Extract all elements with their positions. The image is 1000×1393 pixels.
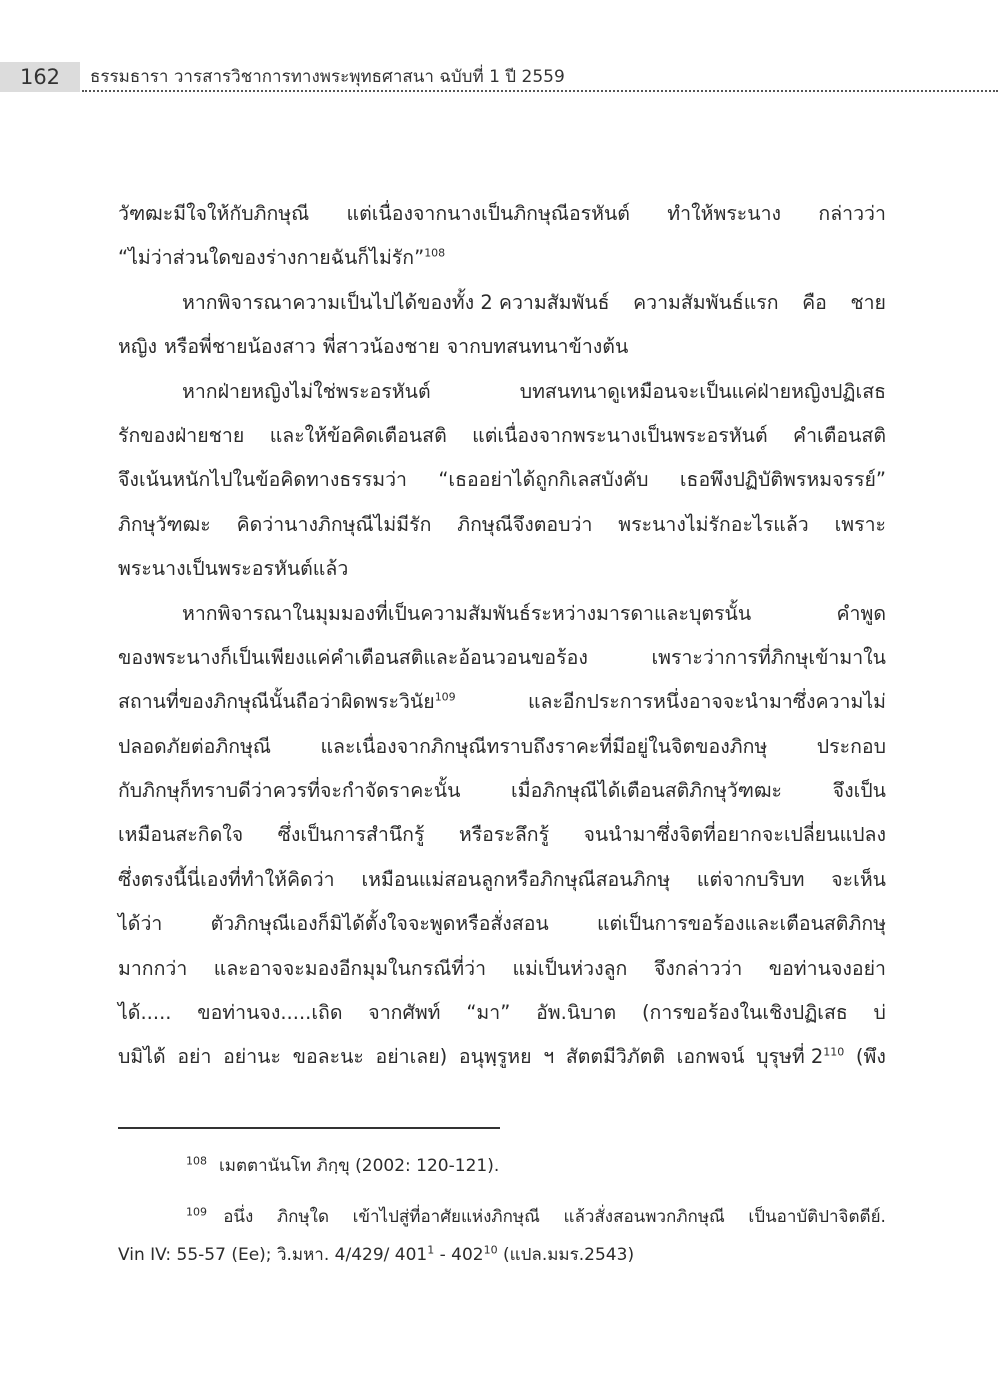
word: อย่า: [177, 1045, 212, 1069]
word: (พึง: [855, 1045, 886, 1069]
word-with-ref: [756, 1035, 844, 1079]
page-number: 162: [0, 62, 80, 92]
word: และอาจจะมองอีกมุมในกรณีที่ว่า: [213, 956, 487, 980]
word: เพราะว่าการที่ภิกษุเข้ามาใน: [651, 645, 886, 669]
word: หญิง: [118, 335, 157, 359]
word: จากศัพท์: [368, 1001, 441, 1025]
word: แล้วสั่งสอนพวกภิกษุณี: [563, 1207, 725, 1227]
word: เมื่อภิกษุณีได้เตือนสติภิกษุวัฑฒะ: [511, 779, 783, 803]
word: อย่าเลย): [375, 1045, 448, 1069]
word: ขอท่านจง.....เถิด: [197, 1001, 343, 1025]
word: จนนำมาซึ่งจิตที่อยากจะเปลี่ยนแปลง: [583, 823, 886, 847]
word: จึงเป็น: [832, 779, 886, 803]
text-line: [118, 192, 886, 236]
word: (การขอร้องในเชิงปฏิเสธ: [641, 1001, 848, 1025]
word: เธอพึงปฏิบัติพรหมจรรย์”: [679, 468, 886, 492]
footnote-ref-108: 108: [424, 246, 446, 260]
word: คือ: [802, 290, 827, 314]
text-line: [118, 503, 886, 547]
word: จากบทสนทนาข้างต้น: [446, 335, 629, 359]
footnotes: [118, 1148, 886, 1274]
word: อนุพฺรูหย: [458, 1045, 532, 1069]
footnote-separator: [118, 1127, 500, 1129]
citation-part: - 402: [434, 1245, 484, 1265]
footnote-ref-109: 109: [434, 690, 456, 704]
text-line: [118, 813, 886, 857]
text-line: [118, 858, 886, 902]
text-line: [118, 991, 886, 1035]
word: หรือพี่ชายน้องสาว: [164, 335, 316, 359]
word: พี่สาวน้องชาย: [322, 335, 440, 359]
word: ขอท่านจงอย่า: [768, 956, 886, 980]
text-line: [118, 547, 886, 591]
text-line: [118, 769, 886, 813]
word: เอกพจน์: [676, 1045, 745, 1069]
text-line: [118, 325, 886, 369]
word: หากพิจารณาในมุมมองที่เป็นความสัมพันธ์ระหว่างมารดาและบุตรนั้น: [182, 601, 752, 625]
word: ภิกษุใด: [276, 1207, 329, 1227]
word: คำพูด: [836, 601, 886, 625]
word: คำเตือนสติ: [793, 423, 886, 447]
footnote-number: 109: [186, 1205, 207, 1219]
word: แต่เป็นการขอร้องและเตือนสติภิกษุ: [596, 912, 886, 936]
footnote-ref-110: 110: [823, 1045, 845, 1059]
text-line: [118, 370, 886, 414]
word: เพราะ: [834, 512, 886, 536]
text-line: [118, 725, 886, 769]
running-header: [0, 62, 1000, 94]
word: สัตตมีวิภัตติ: [565, 1045, 666, 1069]
word: บมิได้: [118, 1045, 166, 1069]
quote-line: [118, 236, 445, 280]
word: บุรุษที่ 2: [756, 1045, 824, 1069]
footnote-lead: [186, 1198, 253, 1236]
footnote-mark: [186, 1148, 207, 1184]
text-line: [118, 636, 886, 680]
word: จึงกล่าวว่า: [653, 956, 743, 980]
word: ทำให้พระนาง: [667, 202, 782, 225]
word: กล่าวว่า: [818, 202, 886, 225]
footnote-109-continued: [118, 1236, 886, 1274]
text-line: [118, 947, 886, 991]
word: ขอละนะ: [292, 1045, 364, 1069]
word: แต่เนื่องจากพระนางเป็นพระอรหันต์: [472, 423, 768, 447]
word: จะเห็น: [831, 867, 886, 891]
word: ภิกษุณีจึงตอบว่า: [457, 512, 593, 536]
citation: [118, 1236, 634, 1274]
word: หากพิจารณาความเป็นไปได้ของทั้ง 2 ความสัมพันธ์: [182, 290, 610, 314]
word: แต่เนื่องจากนางเป็นภิกษุณีอรหันต์: [346, 202, 630, 225]
word: อย่านะ: [223, 1045, 281, 1069]
footnote-text: เมตตานันโท ภิกฺขุ (2002: 120-121).: [219, 1156, 500, 1176]
word: เข้าไปสู่ที่อาศัยแห่งภิกษุณี: [352, 1207, 540, 1227]
word: แม่เป็นห่วงลูก: [512, 956, 628, 980]
word: ชาย: [850, 290, 886, 314]
word: “เธออย่าได้ถูกกิเลสบังคับ: [438, 468, 649, 492]
word: และให้ข้อคิดเตือนสติ: [269, 423, 447, 447]
word: มากกว่า: [118, 956, 188, 980]
footnote-109: [118, 1198, 886, 1236]
running-title: ธรรมธารา วารสารวิชาการทางพระพุทธศาสนา ฉบับที่ 1 ปี 2559: [90, 67, 565, 87]
word: เหมือนสะกิดใจ: [118, 823, 244, 847]
word-with-ref: [118, 680, 456, 724]
word: ซึ่งเป็นการสำนึกรู้: [277, 823, 425, 847]
citation-sup: 1: [427, 1243, 435, 1257]
word: แต่จากบริบท: [696, 867, 805, 891]
text-line: [118, 680, 886, 724]
footnote-number: 108: [186, 1154, 207, 1168]
citation-sup: 10: [483, 1243, 498, 1257]
word: และเนื่องจากภิกษุณีทราบถึงราคะที่มีอยู่ในจิตของภิกษุ: [320, 734, 768, 758]
header-dotted-rule: [82, 90, 998, 92]
word: เป็นอาบัติปาจิตตีย์.: [748, 1207, 886, 1227]
citation-part: Vin IV: 55-57 (Ee); วิ.มหา. 4/429/ 401: [118, 1245, 428, 1265]
word: เหมือนแม่สอนลูกหรือภิกษุณีสอนภิกษุ: [361, 867, 671, 891]
word: กับภิกษุก็ทราบดีว่าควรที่จะกำจัดราคะนั้น: [118, 779, 461, 803]
text-line: [118, 236, 886, 280]
word: อัพ.นิบาต: [536, 1001, 617, 1025]
word: ตัวภิกษุณีเองก็มิได้ตั้งใจจะพูดหรือสั่งสอน: [210, 912, 549, 936]
word: ได้.....: [118, 1001, 172, 1025]
word: จึงเน้นหนักไปในข้อคิดทางธรรมว่า: [118, 468, 407, 492]
word: พระนางเป็นพระอรหันต์แล้ว: [118, 557, 349, 581]
text-line: [118, 1035, 886, 1079]
word: ภิกษุวัฑฒะ: [118, 512, 211, 536]
word: ความสัมพันธ์แรก: [633, 290, 779, 314]
text-line: [118, 281, 886, 325]
word: บทสนทนาดูเหมือนจะเป็นแค่ฝ่ายหญิงปฏิเสธ: [519, 379, 886, 403]
word: หรือระลึกรู้: [458, 823, 550, 847]
text-line: [118, 592, 886, 636]
word: บ่: [873, 1001, 886, 1025]
text-line: [118, 414, 886, 458]
citation-part: (แปล.มมร.2543): [497, 1245, 635, 1265]
word: วัฑฒะมีใจให้กับภิกษุณี: [118, 202, 310, 225]
word: อนึ่ง: [223, 1207, 254, 1227]
word: ปลอดภัยต่อภิกษุณี: [118, 734, 271, 758]
footnote-108: [118, 1148, 886, 1184]
word: “ไม่ว่าส่วนใดของร่างกายฉันก็ไม่รัก”: [118, 246, 425, 270]
text-line: [118, 458, 886, 502]
word: ของพระนางก็เป็นเพียงแค่คำเตือนสติและอ้อนวอนขอร้อง: [118, 645, 588, 669]
word: สถานที่ของภิกษุณีนั้นถือว่าผิดพระวินัย: [118, 690, 435, 714]
word: หากฝ่ายหญิงไม่ใช่พระอรหันต์: [182, 379, 431, 403]
word: พระนางไม่รักอะไรแล้ว: [618, 512, 809, 536]
word: คิดว่านางภิกษุณีไม่มีรัก: [236, 512, 432, 536]
word: ประกอบ: [816, 734, 886, 758]
body-text: [118, 192, 886, 1080]
word: ได้ว่า: [118, 912, 163, 936]
word: ซึ่งตรงนี้นี่เองที่ทำให้คิดว่า: [118, 867, 335, 891]
word: และอีกประการหนึ่งอาจจะนำมาซึ่งความไม่: [527, 690, 886, 714]
word: รักของฝ่ายชาย: [118, 423, 245, 447]
text-line: [118, 902, 886, 946]
word: “มา”: [466, 1001, 511, 1025]
word: ฯ: [543, 1045, 555, 1069]
